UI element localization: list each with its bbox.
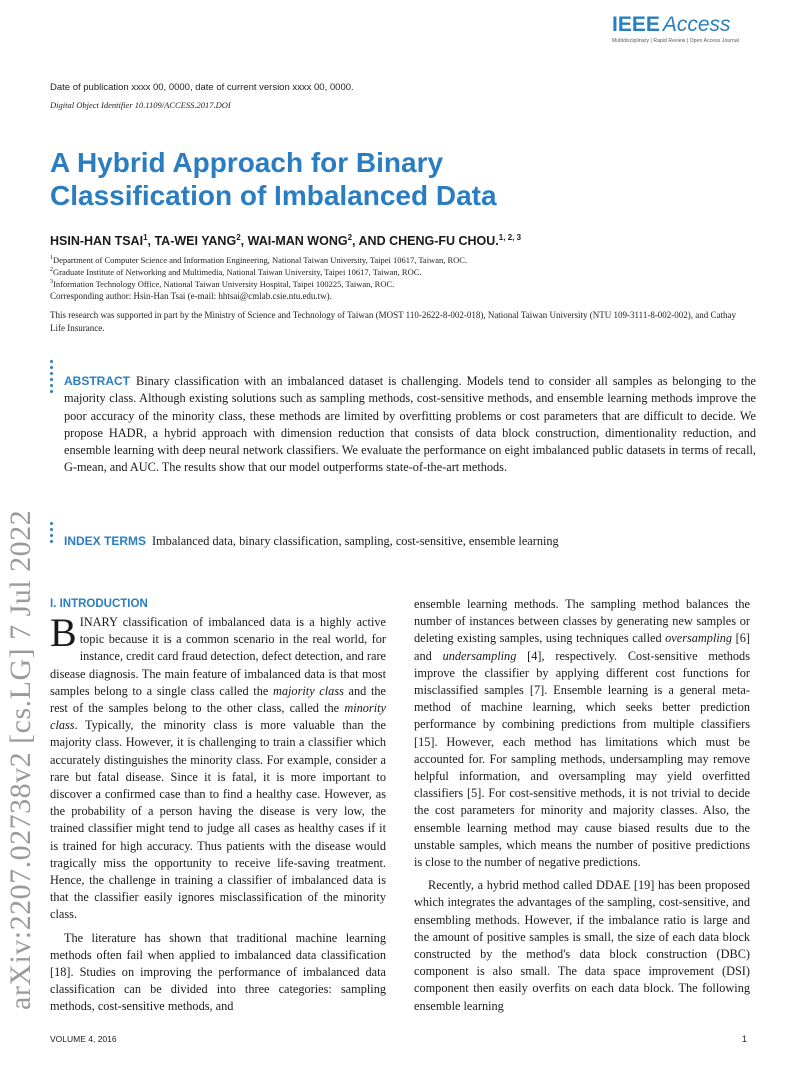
index-terms bbox=[64, 534, 756, 549]
journal-logo bbox=[612, 14, 752, 54]
abstract bbox=[64, 373, 756, 477]
italic-term: undersampling bbox=[442, 648, 517, 663]
author-name: , WAI-MAN WONG bbox=[240, 234, 348, 249]
abstract-dots-icon bbox=[50, 360, 56, 396]
author-sup: 1, 2, 3 bbox=[498, 233, 522, 242]
index-dots-icon bbox=[50, 522, 56, 546]
affiliation-sup: 1 bbox=[50, 255, 53, 261]
drop-cap: B bbox=[50, 610, 77, 655]
index-label: INDEX TERMS bbox=[64, 534, 147, 548]
paragraph bbox=[50, 610, 386, 924]
affiliation-text: Graduate Institute of Networking and Multimedia, National Taiwan University, Taipei 10617, Taiwan, ROC. bbox=[53, 266, 422, 277]
affiliation-sup: 2 bbox=[50, 267, 53, 273]
affiliation-sup: 3 bbox=[50, 279, 53, 285]
paper-title: A Hybrid Approach for Binary Classification of Imbalanced Data bbox=[50, 147, 497, 211]
text-run: . Typically, the minority class is more valuable than the majority class. However, it is challenging to train a classifier which accurately distinguishes the minority class. For example, consider a rare but fatal disease. Since it is fatal, it is more important to discover a confirmed case than to find a healthy case. However, as the probability of a person having the disease is very low, the trained classifier might tend to judge all cases as healthy cases if it is trained for high accuracy. Thus patients with the disease would tragically miss the opportunity to receive life-saving treatment. Hence, the challenge in training a classifier of imbalanced data is that the classifier easily ignores misclassification of the minority class. bbox=[50, 718, 386, 922]
paragraph: Recently, a hybrid method called DDAE [19] has been proposed which integrates the advantages of the sampling, cost-sensitive, and ensembling methods. However, if the imbalance ratio is large and the amount of positive samples is small, the size of each data block constructed by the method's data block construction (DBC) component is also small. The data space improvement (DSI) component then easily overfits on each data block. The following ensemble learning bbox=[414, 878, 750, 1013]
author-name: , TA-WEI YANG bbox=[147, 234, 237, 249]
footer-volume: VOLUME 4, 2016 bbox=[50, 1034, 117, 1044]
italic-term: minority class bbox=[50, 701, 386, 733]
publication-date: Date of publication xxxx 00, 0000, date of current version xxxx 00, 0000. bbox=[50, 82, 354, 93]
doi: Digital Object Identifier 10.1109/ACCESS.2017.DOI bbox=[50, 100, 231, 110]
section-heading: I. INTRODUCTION bbox=[50, 598, 148, 610]
arxiv-stamp: arXiv:2207.02738v2 [cs.LG] 7 Jul 2022 bbox=[4, 509, 37, 1010]
logo-access: Access bbox=[662, 13, 731, 36]
text-run: and the rest of the samples belong to the other class, called the bbox=[50, 683, 386, 716]
author-sup: 2 bbox=[236, 233, 241, 242]
right-column bbox=[414, 596, 750, 1015]
text-run: [6] and bbox=[414, 631, 750, 663]
author-sup: 1 bbox=[143, 233, 148, 242]
affiliation-text: Information Technology Office, National Taiwan University Hospital, Taipei 100225, Taiwan, ROC. bbox=[53, 278, 395, 289]
left-column bbox=[50, 596, 386, 1016]
affiliation bbox=[50, 276, 394, 290]
funding-note: This research was supported in part by the Ministry of Science and Technology of Taiwan (MOST 110-2622-8-002-018), National Taiwan University (NTU 109-3111-8-002-002), and Cathay Life Insurance. bbox=[50, 310, 737, 333]
text-run: [4], respectively. Cost-sensitive methods improve the classifier by applying different cost functions for misclassified samples [7]. Ensemble learning is a general meta-method of machine learning, which seeks better prediction performance by combining predictions from multiple classifiers [15]. However, each method has limitations which must be accounted for. For sampling methods, undersampling may remove helpful information, and oversampling may yield overfitted classifiers [5]. For cost-sensitive methods, it is not trivial to decide the cost parameters for minority and majority classes. Also, the ensemble learning method may cause biased results due to the unstable samples, which means the number of positive predictions is close to the number of negative predictions. bbox=[414, 648, 750, 870]
page-number: 1 bbox=[742, 1034, 748, 1044]
paragraph bbox=[414, 596, 750, 871]
author-name: , AND CHENG-FU CHOU. bbox=[352, 234, 499, 249]
logo-ieee: IEEE bbox=[612, 13, 660, 36]
italic-term: majority class bbox=[272, 683, 344, 698]
paragraph: The literature has shown that traditional machine learning methods often fail when applied to imbalanced data classification [18]. Studies on improving the performance of imbalanced data classification can be divided into three categories: sampling methods, cost-sensitive methods, and bbox=[50, 930, 386, 1014]
abstract-text: Binary classification with an imbalanced dataset is challenging. Models tend to consider all samples as belonging to the majority class. Although existing solutions such as sampling methods, cost-sensitive methods, and ensemble learning methods improve the poor accuracy of the minority class, these methods are limited by overfitting problems or cost parameters that are difficult to decide. We propose HADR, a hybrid approach with dimension reduction that consists of data block construction, dimentionality reduction, and ensemble learning with deep neural network classifiers. We evaluate the performance on eight imbalanced public datasets in terms of recall, G-mean, and AUC. The results show that our model outperforms state-of-the-art methods. bbox=[64, 374, 756, 475]
index-text: Imbalanced data, binary classification, sampling, cost-sensitive, ensemble learning bbox=[152, 534, 559, 548]
affiliation-text: Department of Computer Science and Information Engineering, National Taiwan University, Taipei 10617, Taiwan, ROC. bbox=[53, 254, 468, 265]
text-run: ensemble learning methods. The sampling method balances the number of instances between classes by generating new samples or deleting existing samples, using techniques called bbox=[414, 597, 750, 646]
corresponding-author: Corresponding author: Hsin-Han Tsai (e-mail: hhtsai@cmlab.csie.ntu.edu.tw). bbox=[50, 291, 332, 301]
author-name: HSIN-HAN TSAI bbox=[50, 234, 144, 249]
italic-term: oversampling bbox=[665, 631, 733, 646]
author-sup: 2 bbox=[347, 233, 353, 242]
abstract-label: ABSTRACT bbox=[64, 374, 130, 388]
author-list bbox=[50, 233, 521, 248]
logo-tagline: Multidisciplinary | Rapid Review | Open Access Journal bbox=[612, 38, 739, 44]
text-run: INARY classification of imbalanced data is a highly active topic because it is a common scenario in the real world, for instance, credit card fraud detection, defect detection, and rare disease diagnosis. The main feature of imbalanced data is that most samples belong to a single class called the bbox=[50, 615, 386, 698]
